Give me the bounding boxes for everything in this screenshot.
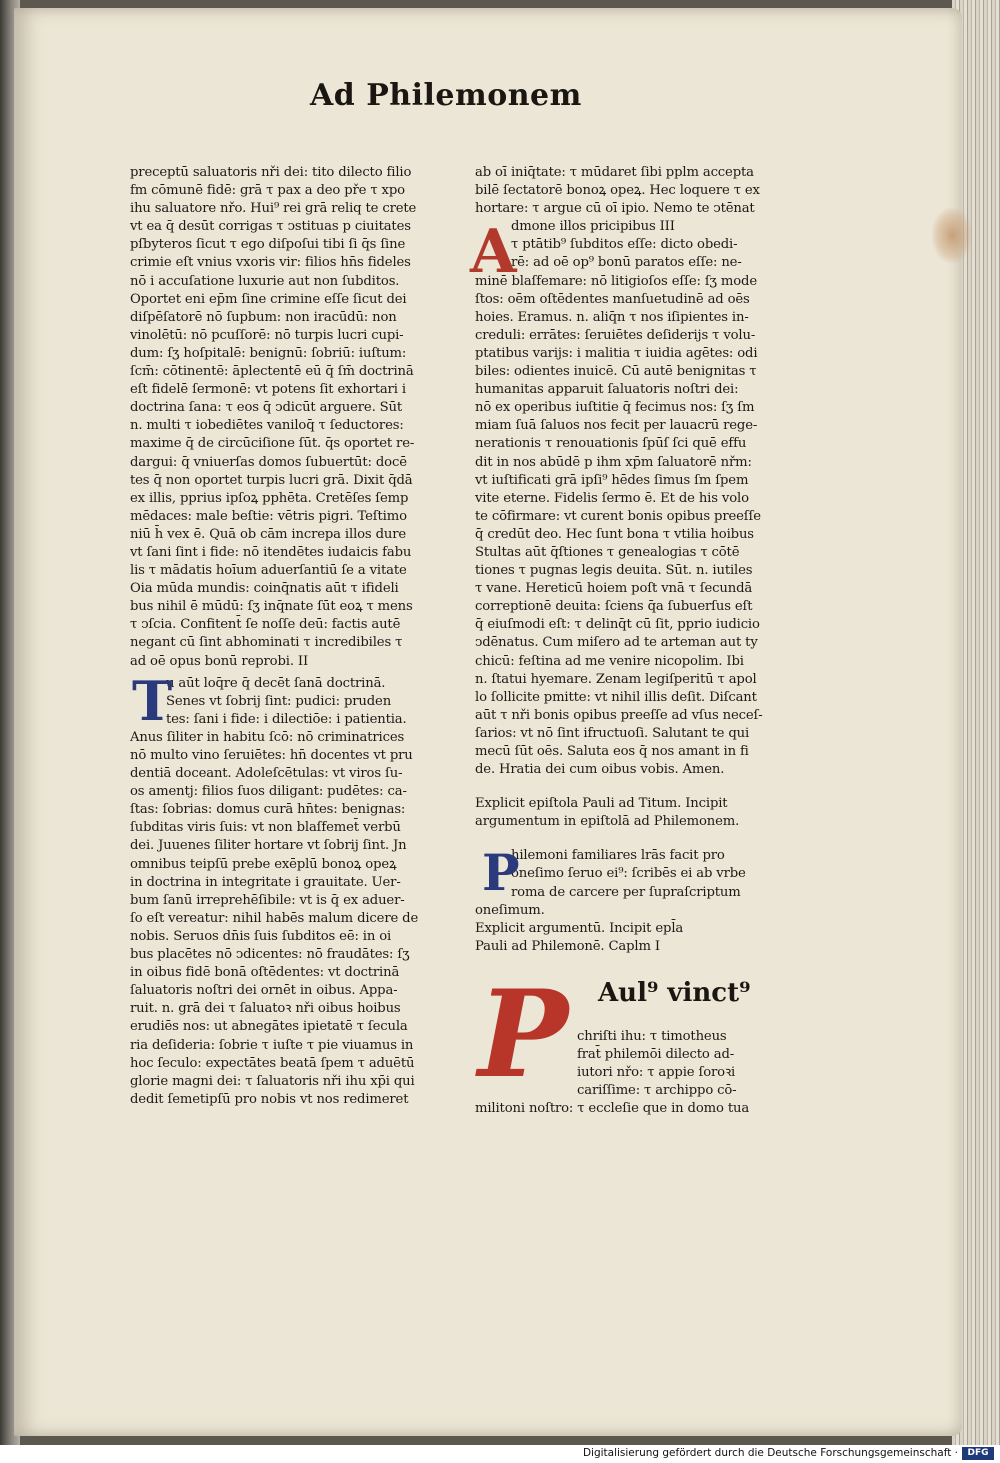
running-head: Ad Philemonem [310,78,582,113]
text-line: frat̄ philemōi dilecto ad- [577,1047,735,1063]
page-stain [932,208,972,263]
text-line: bus nihil ē mūdū: ſʒ inq̄nate ſūt eoꝝ τ mens [130,599,413,615]
text-line: u aūt loq̄re q̄ decēt ſanā doctrinā. [166,675,386,691]
text-line: te cōfirmare: vt curent bonis opibus preeſſe [475,508,761,524]
text-line: Senes vt ſobrij ſint: pudici: pruden [166,693,392,709]
text-line: dum: ſʒ hoſpitalē: benignū: ſobriū: iuſtum: [130,345,407,361]
text-line: ihu saluatore nřo. Hui⁹ rei grā reliq te crete [130,201,417,217]
text-line: vite eterne. Fidelis ſermo ē. Et de his volo [475,490,749,506]
text-line: ſo eſt vereatur: nihil habēs malum dicere de [130,910,419,926]
text-line: diſpēſatorē nō ſupbum: non iracūdū: non [130,309,397,325]
text-line: vt iuſtificati grā ipſi⁹ hēdes ſimus ſm ſpem [475,472,749,488]
initial-a: A [470,217,517,287]
text-line: nerationis τ renouationis ſpūſ ſci quē effu [475,436,747,452]
text-line: in doctrina in integritate i grauitate. Uer- [130,874,401,890]
text-line: vt ſani ſint i fide: nō itendētes iudaicis fabu [130,544,412,560]
text-line: nō ex operibus iuſtitie q̄ fecimus nos: ſʒ ſm [475,400,755,416]
text-line: τ vane. Hereticū hoiem poſt vnā τ ſecundā [475,581,753,597]
text-line: oneſimo ſeruo ei⁹: ſcribēs ei ab vrbe [511,866,746,882]
text-line: tes: ſani i fide: i dilectiōe: i patientia. [166,711,407,727]
text-line: ruit. n. grā dei τ ſaluatoꝛ nři oibus hoibus [130,1001,401,1017]
text-line: rē: ad oē op⁹ bonū paratos eſſe: ne- [511,255,742,271]
text-line: eſt fidelē ſermonē: vt potens ſit exhortari i [130,382,406,398]
text-line: ſarios: vt nō ſint ifructuoſi. Salutant te qui [475,725,750,741]
text-line: Oia mūda mundis: coinq̄natis aūt τ ifideli [130,581,399,597]
text-line: ſcm̄: cōtinentē: āplectentē eū q̄ ſm̄ doctrinā [130,364,414,380]
text-line: Stultas aūt q̄ſtiones τ genealogias τ cōtē [475,544,740,560]
text-line: niū h̄ vex ē. Quā ob cām increpa illos dure [130,526,407,542]
text-line: minē blaſfemare: nō litigioſos eſſe: ſʒ mode [475,273,757,289]
text-line: correptionē deuita: ſciens q̄a ſubuerſus eſt [475,599,753,615]
text-line: fm cōmunē fidē: grā τ pax a deo pře τ xpo [130,183,405,199]
text-line: argumentum in epiſtolā ad Philemonem. [475,814,740,830]
paulus-heading: Aul⁹ vinct⁹ [598,978,751,1008]
text-line: aūt τ nři bonis opibus preeſſe ad vſus neceſ- [475,707,763,723]
text-line: lis τ mādatis hoīum aduerſantiū ſe a vitate [130,563,407,579]
text-line: bilē ſectatorē bonoꝝ opeꝝ. Hec loquere τ ex [475,183,760,199]
text-line: chriſti ihu: τ timotheus [577,1028,727,1044]
text-line: dit in nos abūdē p ihm xp̄m ſaluatorē nřm: [475,454,752,470]
text-line: hortare: τ argue cū oī ipio. Nemo te ↄtēnat [475,201,755,217]
text-line: nō i accuſatione luxurie aut non ſubditos. [130,273,400,289]
text-line: humanitas apparuit ſaluatoris noſtri dei: [475,382,739,398]
spacer [475,779,775,795]
dfg-logo: DFG [962,1447,994,1460]
footer-text: Digitalisierung gefördert durch die Deutsche Forschungsgemeinschaft · [582,1447,958,1459]
text-line: lo ſollicite pmitte: vt nihil illis deſit. Diſcant [475,689,757,705]
text-line: n. ſtatui hyemare. Zenam legiſperitū τ apol [475,671,757,687]
text-line: erudiēs nos: ut abnegātes ipietatē τ ſecula [130,1019,408,1035]
text-line: q̄ eiuſmodi eſt: τ delinq̄t cū ſit, pprio iudicio [475,617,760,633]
text-line: ex illis, pprius ipſoꝝ pphēta. Cretēſes ſemp [130,490,409,506]
text-line: dargui: q̄ vniuerſas domos ſubuertūt: docē [130,454,407,470]
text-line: biles: odientes inuicē. Cū autē benignitas τ [475,364,757,380]
text-line: tes q̄ non oportet turpis lucri grā. Dixit q̄dā [130,472,413,488]
text-line: os amentj: filios ſuos diligant: pudētes: ca- [130,784,407,800]
text-line: Explicit argumentū. Incipit epl̄a [475,920,684,936]
text-line: ab oī iniq̄tate: τ mūdaret ſibi pplm accepta [475,165,754,180]
text-line: mecū ſūt oēs. Saluta eos q̄ nos amant in fi [475,744,749,759]
text-line: glorie magni dei: τ ſaluatoris nři ihu xp̄i qui [130,1073,415,1089]
text-line: dentiā doceant. Adoleſcētulas: vt viros ſu- [130,766,403,782]
text-line: ria deſideria: ſobrie τ iuſte τ pie viuamus in [130,1037,414,1053]
text-line: dmone illos pricipibus III [511,219,675,235]
text-line: ad oē opus bonū reprobi. II [130,653,309,669]
text-line: vinolētū: nō pcuſſorē: nō turpis lucri cupi- [130,327,404,343]
text-line: dei. Juuenes ſiliter hortare vt ſobrij ſint. Jn [130,838,407,854]
text-line: ſtos: oēm oſtēdentes manſuetudinē ad oēs [475,291,750,307]
initial-p-small: P [482,843,520,902]
text-line: ſaluatoris noſtri dei ornēt in oibus. Appa- [130,983,398,999]
text-line: preceptū saluatoris nři dei: tito dilecto filio [130,165,412,180]
text-line: τ ptātib⁹ ſubditos eſſe: dicto obedi- [511,237,738,253]
text-line: roma de carcere per ſupraſcriptum [511,884,741,900]
text-line: Oportet eni ep̄m ſine crimine eſſe ſicut dei [130,291,407,307]
initial-t: T [132,669,173,733]
text-line: ſtas: ſobrias: domus curā hn̄tes: benignas: [130,802,406,818]
text-line: nobis. Seruos dn̄is ſuis ſubditos eē: in oi [130,928,392,944]
text-line: iutori nřo: τ appie ſoroꝛi [577,1065,736,1081]
text-line: q̄ credūt deo. Hec ſunt bona τ vtilia hoibus [475,526,754,542]
text-line: tiones τ pugnas legis deuita. Sūt. n. iutiles [475,563,753,579]
text-line: doctrina ſana: τ eos q̄ ↄdicūt arguere. Sūt [130,400,403,416]
text-line: de. Hratia dei cum oibus vobis. Amen. [475,762,725,778]
text-line: ↄdēnatus. Cum miſero ad te arteman aut ty [475,635,758,651]
text-line: ptatibus varijs: i malitia τ iuidia agētes: odi [475,345,758,361]
text-line: bum ſanū irreprehēſibile: vt is q̄ ex aduer- [130,892,405,908]
text-line: Anus ſiliter in habitu ſcō: nō criminatrices [130,729,405,745]
text-line: τ ↄſcia. Confitent̄ ſe noſſe deū: factis autē [130,617,401,633]
text-line: omnibus teipſū prebe exēplū bonoꝝ opeꝝ [130,856,397,872]
spacer [475,831,775,847]
text-line: n. multi τ iobediētes vaniloq̄ τ ſeductores: [130,418,404,434]
text-line: Pauli ad Philemonē. Caplm I [475,938,660,954]
text-line: hilemoni familiares lrās facit pro [511,848,725,864]
text-line: in oibus fidē bonā oſtēdentes: vt doctrinā [130,965,400,981]
text-line: miam ſuā ſaluos nos fecit per lauacrū rege- [475,418,758,434]
text-line: creduli: errātes: ſeruiētes deſiderijs τ volu- [475,327,756,343]
text-line: hoc ſeculo: expectātes beatā ſpem τ aduētū [130,1055,415,1071]
text-line: hoies. Eramus. n. aliq̄n τ nos iſipientes in- [475,309,749,325]
text-line: Explicit epiſtola Pauli ad Titum. Incipit [475,796,728,812]
text-line: militoni noſtro: τ eccleſie que in domo tua [475,1101,750,1117]
text-line: oneſimum. [475,902,545,918]
text-line: maxime q̄ de circūciſione ſūt. q̄s oportet re- [130,436,415,452]
footer [0,1445,1000,1463]
text-line: negant cū ſint abhominati τ incredibiles τ [130,635,403,651]
text-line: crimie eſt vnius vxoris vir: filios hn̄s fideles [130,255,411,271]
text-line: vt ea q̄ desūt corrigas τ ↄstituas p ciuitates [130,219,411,235]
text-line: mēdaces: male beſtie: vētris pigri. Teſtimo [130,508,407,524]
text-line: chicū: feſtina ad me venire nicopolim. Ibi [475,653,744,669]
text-line: dedit ſemetipſū pro nobis vt nos redimeret [130,1091,409,1107]
text-line: bus placētes nō ↄdicentes: nō fraudātes: ſʒ [130,947,410,963]
left-column [130,164,430,1109]
text-line: pſbyteros ſicut τ ego diſpoſui tibi ſi q̄s ſine [130,237,406,253]
text-line: cariſſime: τ archippo cō- [577,1083,737,1099]
text-line: ſubditas viris ſuis: vt non blaſfemet̄ verbū [130,820,401,836]
text-line: nō multo vino ſeruiētes: hn̄ docentes vt pru [130,748,413,763]
initial-p-large: P [478,964,569,1105]
